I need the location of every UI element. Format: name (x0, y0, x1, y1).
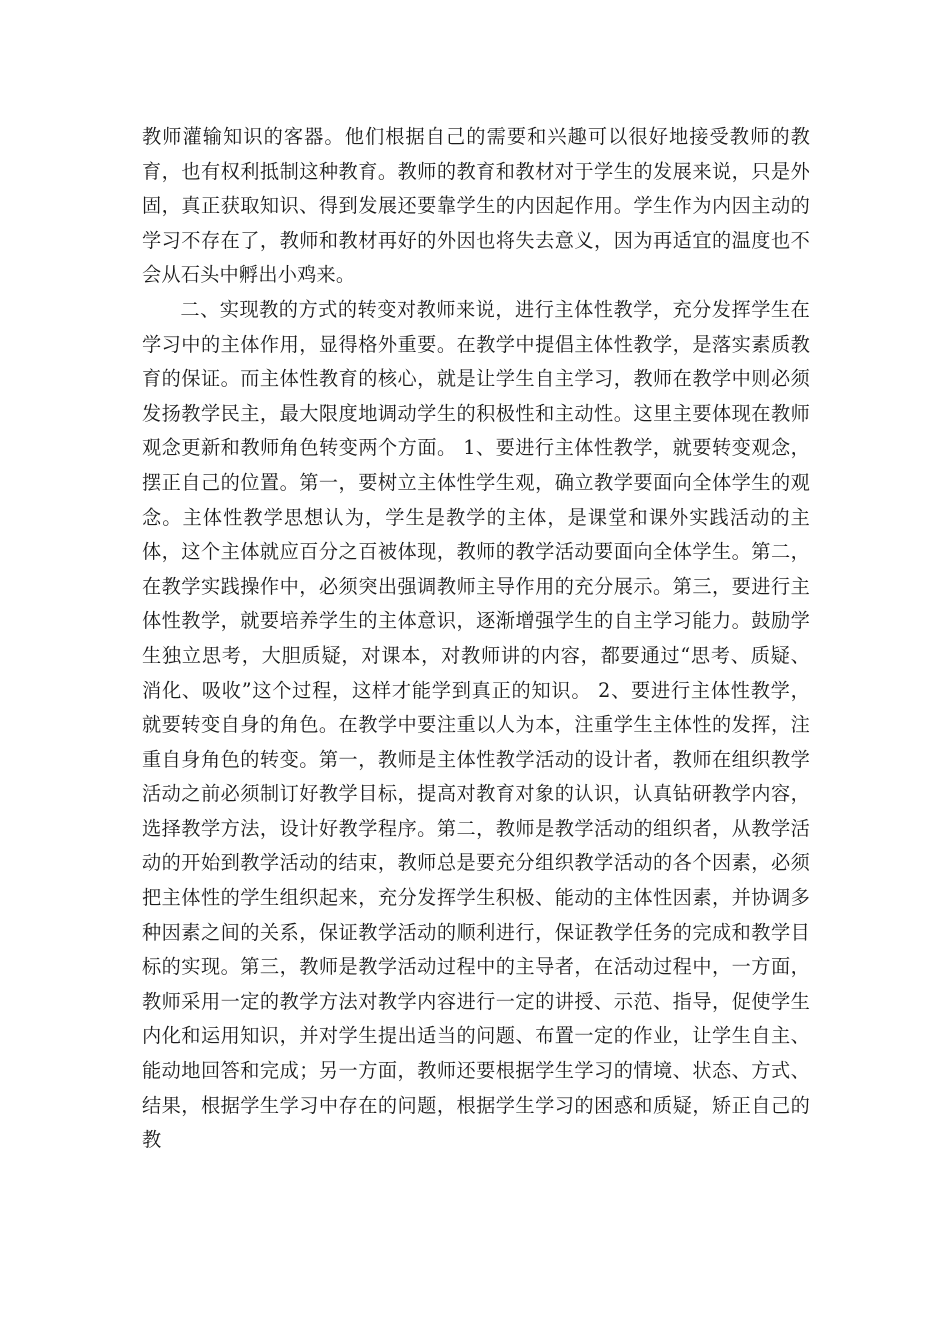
paragraph-2: 二、实现教的方式的转变对教师来说，进行主体性教学，充分发挥学生在学习中的主体作用，显得格外重要。在教学中提倡主体性教学，是落实素质教育的保证。而主体性教育的核心，就是让学生自主学习，教师在教学中则必须发扬教学民主，最大限度地调动学生的积极性和主动性。这里主要体现在教师观念更新和教师角色转变两个方面。 1、要进行主体性教学，就要转变观念，摆正自己的位置。第一，要树立主体性学生观，确立教学要面向全体学生的观念。主体性教学思想认为，学生是教学的主体，是课堂和课外实践活动的主体，这个主体就应百分之百被体现，教师的教学活动要面向全体学生。第二，在教学实践操作中，必须突出强调教师主导作用的充分展示。第三，要进行主体性教学，就要培养学生的主体意识，逐渐增强学生的自主学习能力。鼓励学生独立思考，大胆质疑，对课本，对教师讲的内容，都要通过“思考、质疑、消化、吸收”这个过程，这样才能学到真正的知识。 2、要进行主体性教学，就要转变自身的角色。在教学中要注重以人为本，注重学生主体性的发挥，注重自身角色的转变。第一，教师是主体性教学活动的设计者，教师在组织教学活动之前必须制订好教学目标，提高对教育对象的认识，认真钻研教学内容，选择教学方法，设计好教学程序。第二，教师是教学活动的组织者，从教学活动的开始到教学活动的结束，教师总是要充分组织教学活动的各个因素，必须把主体性的学生组织起来，充分发挥学生积极、能动的主体性因素，并协调多种因素之间的关系，保证教学活动的顺利进行，保证教学任务的完成和教学目标的实现。第三，教师是教学活动过程中的主导者，在活动过程中，一方面，教师采用一定的教学方法对教学内容进行一定的讲授、示范、指导，促使学生内化和运用知识，并对学生提出适当的问题、布置一定的作业，让学生自主、能动地回答和完成；另一方面，教师还要根据学生学习的情境、状态、方式、结果，根据学生学习中存在的问题，根据学生学习的困惑和质疑，矫正自己的教 (142, 297, 810, 1152)
document-body (142, 120, 810, 1158)
paragraph-1: 教师灌输知识的客器。他们根据自己的需要和兴趣可以很好地接受教师的教育，也有权利抵制这种教育。教师的教育和教材对于学生的发展来说，只是外固，真正获取知识、得到发展还要靠学生的内因起作用。学生作为内因主动的学习不存在了，教师和教材再好的外因也将失去意义，因为再适宜的温度也不会从石头中孵出小鸡来。 (142, 125, 810, 287)
